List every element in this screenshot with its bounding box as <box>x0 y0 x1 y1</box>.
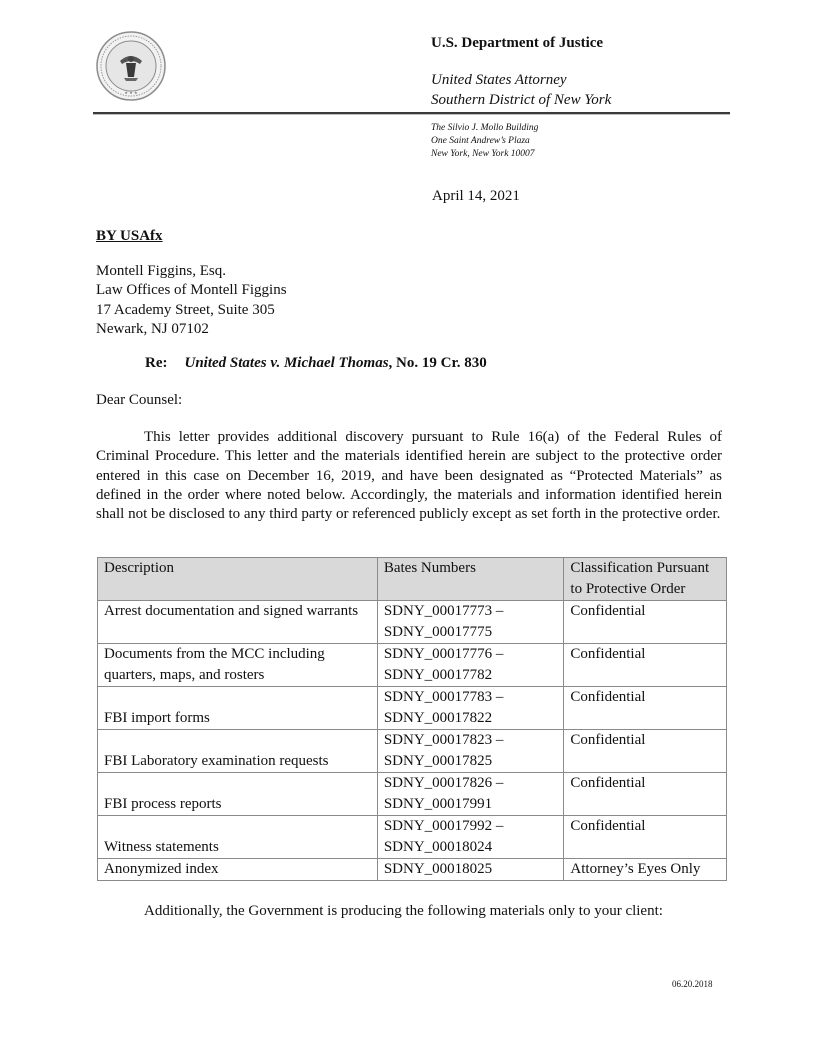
recipient-street: 17 Academy Street, Suite 305 <box>96 301 275 318</box>
table-row <box>98 687 727 730</box>
table-row <box>98 644 727 687</box>
row-description: Documents from the MCC including quarters, maps, and rosters <box>98 644 378 687</box>
office-address-line-3: New York, New York 10007 <box>431 149 535 159</box>
case-name: United States v. Michael Thomas <box>184 355 389 371</box>
office-title: United States Attorney <box>431 72 567 88</box>
salutation: Dear Counsel: <box>96 392 183 408</box>
row-bates <box>377 687 564 730</box>
bates-start: SDNY_00017826 – <box>383 775 504 791</box>
svg-text:★ ★ ★: ★ ★ ★ <box>124 90 138 95</box>
row-classification: Confidential <box>564 773 727 816</box>
bates-end: SDNY_00017991 <box>383 796 493 812</box>
row-classification: Attorney’s Eyes Only <box>564 859 727 881</box>
re-line <box>145 355 487 372</box>
row-classification: Confidential <box>564 687 727 730</box>
recipient-name: Montell Figgins, Esq. <box>96 263 227 279</box>
recipient-city: Newark, NJ 07102 <box>96 320 209 337</box>
delivery-method: BY USAfx <box>96 228 163 244</box>
header-classification: Classification Pursuant to Protective Order <box>564 558 727 601</box>
row-description: Anonymized index <box>98 859 378 881</box>
doj-seal-icon <box>96 31 166 101</box>
row-description: FBI Laboratory examination requests <box>98 730 378 773</box>
table-header-row <box>98 558 727 601</box>
re-label: Re: <box>145 355 168 371</box>
bates-start: SDNY_00017823 – <box>383 732 504 748</box>
recipient-firm: Law Offices of Montell Figgins <box>96 282 287 299</box>
row-description: Arrest documentation and signed warrants <box>98 601 378 644</box>
table-row <box>98 730 727 773</box>
department-title: U.S. Department of Justice <box>431 35 604 51</box>
row-bates <box>377 601 564 644</box>
bates-start: SDNY_00017776 – <box>383 646 504 662</box>
bates-end: SDNY_00017822 <box>383 710 493 726</box>
header-bates-numbers: Bates Numbers <box>377 558 564 601</box>
bates-end: SDNY_00017782 <box>383 667 493 683</box>
header-description: Description <box>98 558 378 601</box>
recipient-address <box>96 262 287 339</box>
table-row <box>98 773 727 816</box>
table-row <box>98 859 727 881</box>
office-address-line-1: The Silvio J. Mollo Building <box>431 123 539 133</box>
bates-start: SDNY_00017992 – <box>383 818 504 834</box>
bates-end: SDNY_00017775 <box>383 624 493 640</box>
row-description: FBI process reports <box>98 773 378 816</box>
row-classification: Confidential <box>564 730 727 773</box>
letterhead-rule-shadow <box>93 114 730 115</box>
bates-end: SDNY_00017825 <box>383 753 493 769</box>
bates-start: SDNY_00017783 – <box>383 689 504 705</box>
bates-start: SDNY_00018025 <box>383 861 493 877</box>
additional-paragraph: Additionally, the Government is producing the following materials only to your client: <box>144 903 663 919</box>
footer-form-code: 06.20.2018 <box>672 979 713 989</box>
district-title: Southern District of New York <box>431 92 612 108</box>
bates-start: SDNY_00017773 – <box>383 603 504 619</box>
row-bates <box>377 730 564 773</box>
letter-date: April 14, 2021 <box>432 188 520 204</box>
bates-end: SDNY_00018024 <box>383 839 493 855</box>
row-description: Witness statements <box>98 816 378 859</box>
row-classification: Confidential <box>564 644 727 687</box>
table-row <box>98 816 727 859</box>
row-classification: Confidential <box>564 816 727 859</box>
discovery-table <box>97 557 727 881</box>
row-bates <box>377 816 564 859</box>
row-description: FBI import forms <box>98 687 378 730</box>
office-address-line-2: One Saint Andrew’s Plaza <box>431 136 530 146</box>
row-bates <box>377 773 564 816</box>
row-classification: Confidential <box>564 601 727 644</box>
row-bates <box>377 644 564 687</box>
body-paragraph: This letter provides additional discovery pursuant to Rule 16(a) of the Federal Rules of Criminal Procedure. This letter and the materials identified herein are subject to the protective order entered in this case on December 16, 2019, and have been designated as “Protected Materials” as defined in the order where noted below. Accordingly, the materials and information identified herein shall not be disclosed to any third party or referenced publicly except as set forth in the protective order. <box>96 429 722 523</box>
table-row <box>98 601 727 644</box>
row-bates <box>377 859 564 881</box>
case-number: , No. 19 Cr. 830 <box>388 355 487 371</box>
